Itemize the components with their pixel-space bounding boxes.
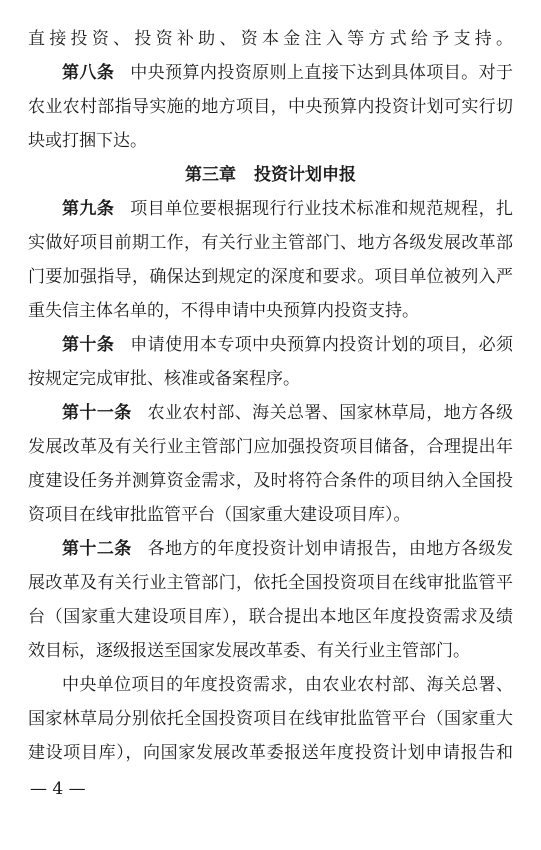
text-line: [28, 22, 513, 56]
text-line-content: 项目单位要根据现行行业技术标准和规范规程，扎: [130, 199, 513, 219]
text-line: [28, 736, 513, 770]
text-line-content: 中央单位项目的年度投资需求，由农业农村部、海关总署、: [62, 675, 513, 695]
article-9-label: 第九条: [62, 199, 115, 219]
chapter-title: 投资计划申报: [254, 165, 356, 185]
chapter-heading: [28, 158, 513, 192]
text-line-content: 台（国家重大建设项目库），联合提出本地区年度投资需求及绩: [28, 607, 513, 627]
text-line: [28, 566, 513, 600]
text-line-content: 发展改革及有关行业主管部门应加强投资项目储备，合理提出年: [28, 437, 513, 457]
text-line: [28, 498, 513, 532]
text-line: [28, 362, 513, 396]
text-line-content: 各地方的年度投资计划申请报告，由地方各级发: [147, 539, 513, 559]
text-line-content: 农业农村部指导实施的地方项目，中央预算内投资计划可实行切: [28, 97, 513, 117]
text-line: [28, 702, 513, 736]
text-line: [28, 464, 513, 498]
text-line-content: 实做好项目前期工作，有关行业主管部门、地方各级发展改革部: [28, 233, 513, 253]
text-line: [28, 294, 513, 328]
article-9-first-line: [62, 192, 513, 226]
article-8-label: 第八条: [62, 63, 115, 83]
page-number: — 4 —: [30, 779, 86, 799]
text-line-content: 中央预算内投资原则上直接下达到具体项目。对于: [130, 63, 513, 83]
text-line: [28, 634, 513, 668]
text-line-content: 展改革及有关行业主管部门，依托全国投资项目在线审批监管平: [28, 573, 513, 593]
text-line: [28, 600, 513, 634]
text-line: [28, 430, 513, 464]
text-line-content: 资项目在线审批监管平台（国家重大建设项目库）。: [28, 505, 411, 525]
text-line-content: 申请使用本专项中央预算内投资计划的项目，必须: [130, 335, 513, 355]
text-line-content: 直接投资、投资补助、资本金注入等方式给予支持。: [28, 29, 513, 49]
text-line: [28, 260, 513, 294]
text-line: [28, 226, 513, 260]
text-line-content: 门要加强指导，确保达到规定的深度和要求。项目单位被列入严: [28, 267, 513, 287]
article-10-label: 第十条: [62, 335, 115, 355]
article-8-first-line: [62, 56, 513, 90]
article-12-first-line: [62, 532, 513, 566]
text-line-content: 块或打捆下达。: [28, 131, 147, 151]
text-line: [62, 668, 513, 702]
article-11-first-line: [62, 396, 513, 430]
text-line-content: 农业农村部、海关总署、国家林草局，地方各级: [147, 403, 513, 423]
article-12-label: 第十二条: [62, 539, 132, 559]
text-line-content: 建设项目库），向国家发展改革委报送年度投资计划申请报告和: [28, 743, 513, 763]
text-line-content: 按规定完成审批、核准或备案程序。: [28, 369, 300, 389]
text-line-content: 重失信主体名单的，不得申请中央预算内投资支持。: [28, 301, 419, 321]
text-line-content: 国家林草局分别依托全国投资项目在线审批监管平台（国家重大: [28, 709, 513, 729]
text-line-content: 效目标，逐级报送至国家发展改革委、有关行业主管部门。: [28, 641, 470, 661]
chapter-number: 第三章: [185, 165, 236, 185]
text-line-content: 度建设任务并测算资金需求，及时将符合条件的项目纳入全国投: [28, 471, 513, 491]
text-line: [28, 124, 513, 158]
article-10-first-line: [62, 328, 513, 362]
text-line: [28, 90, 513, 124]
article-11-label: 第十一条: [62, 403, 132, 423]
